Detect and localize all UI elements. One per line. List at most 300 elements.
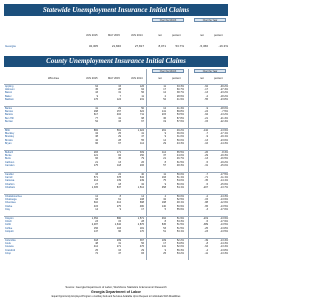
county-value: -13.8%	[220, 226, 228, 230]
county-value: 26	[141, 160, 144, 164]
county-value: 45	[118, 157, 121, 161]
county-value: -9	[205, 135, 208, 139]
county-value: -13.2%	[220, 113, 228, 117]
county-value: 215	[161, 113, 166, 117]
county-value: 206	[139, 163, 144, 167]
county-value: 9	[164, 132, 166, 136]
county-value: 25	[95, 248, 98, 252]
county-name: Chatham	[5, 185, 16, 189]
county-value: 60.7%	[176, 88, 184, 92]
county-value: 14	[95, 207, 98, 211]
county-value: -12.6%	[220, 201, 228, 205]
county-value: 16	[118, 248, 121, 252]
state-pct-year: -16.3%	[218, 44, 228, 48]
county-value: 8	[164, 160, 166, 164]
county-value: 28	[118, 138, 121, 142]
county-value: -13.7%	[220, 185, 228, 189]
county-value: 642	[139, 176, 144, 180]
county-group	[4, 216, 228, 233]
county-value: -3	[205, 207, 208, 211]
county-value: 79	[141, 157, 144, 161]
county-value: 96	[95, 141, 98, 145]
county-name: Cook	[5, 242, 11, 246]
county-value: 1,512	[137, 185, 144, 189]
county-value: -13.8%	[220, 248, 228, 252]
county-value: 41.4%	[176, 107, 184, 110]
county-value: -23.2%	[220, 91, 228, 95]
county-over-month-header: Over the Month	[152, 69, 184, 73]
county-name: Columbia	[5, 239, 16, 242]
county-row	[4, 186, 228, 189]
county-value: 28	[118, 88, 121, 92]
county-value: 41.9%	[176, 97, 184, 101]
county-value: -15.0%	[220, 163, 228, 167]
county-value: -17	[204, 88, 208, 92]
county-value: 61.5%	[176, 160, 184, 164]
header-net-year: net	[200, 34, 204, 37]
county-value: 462	[161, 217, 166, 220]
county-value: 72	[95, 251, 98, 255]
county-value: -14.1%	[220, 179, 228, 183]
county-value: -49.2%	[220, 85, 228, 88]
county-row	[4, 98, 228, 101]
county-value: -88	[204, 201, 208, 205]
county-name: Coffee	[5, 226, 13, 230]
county-value: 62	[141, 88, 144, 92]
county-value: 181	[139, 226, 144, 230]
county-value: 198	[161, 201, 166, 205]
county-name: Brantley	[5, 135, 15, 139]
state-row	[4, 44, 228, 49]
county-name: Cobb	[5, 223, 11, 227]
county-name: Baldwin	[5, 97, 14, 101]
county-name: Crisp	[5, 251, 11, 255]
county-value: 29	[141, 248, 144, 252]
county-value: 50.0%	[176, 195, 184, 198]
header-net-month: net	[158, 34, 162, 37]
county-value: -24	[204, 110, 208, 114]
county-value: 571	[93, 176, 98, 180]
county-value: 7	[119, 94, 121, 98]
county-value: 25	[118, 132, 121, 136]
county-value: 1,024	[137, 129, 144, 132]
county-value: 43.3%	[176, 141, 184, 145]
county-row	[4, 208, 228, 211]
county-value: 52	[95, 119, 98, 123]
county-value: -71	[204, 176, 208, 180]
county-value: -15	[204, 119, 208, 123]
county-value: -94	[204, 113, 208, 117]
county-value: -389	[202, 223, 208, 227]
county-value: 51.9%	[176, 217, 184, 220]
county-value: 52.2%	[176, 239, 184, 242]
county-value: 28.6%	[176, 94, 184, 98]
county-name: Charlton	[5, 182, 15, 186]
county-name: Carroll	[5, 176, 13, 180]
county-value: 25	[163, 251, 166, 255]
county-name: Ben Hill	[5, 116, 14, 120]
county-value: 48	[95, 242, 98, 246]
county-value: 141	[161, 110, 166, 114]
county-value: 112	[140, 141, 144, 145]
county-value: -14.3%	[220, 242, 228, 246]
header-may: MAY 2015	[108, 34, 120, 37]
county-value: 103	[116, 226, 121, 230]
county-value: 50	[141, 107, 144, 110]
county-value: 298	[93, 110, 98, 114]
county-value: 57	[163, 163, 166, 167]
county-name: Clinch	[5, 220, 12, 224]
county-value: -22.4%	[220, 119, 228, 123]
county-value: 2,876	[137, 223, 144, 227]
county-value: 13	[118, 160, 121, 164]
county-value: 23	[95, 220, 98, 224]
county-value: -4	[205, 248, 208, 252]
county-value: -8	[205, 242, 208, 246]
county-value: 49.2%	[176, 129, 184, 132]
county-value: -21.4%	[220, 116, 228, 120]
county-value: -13.9%	[220, 217, 228, 220]
county-value: -23	[204, 229, 208, 233]
county-header-pct-month: percent	[172, 77, 181, 80]
county-value: -5	[205, 182, 208, 186]
over-month-header: Over the Month	[152, 18, 184, 22]
state-pct-month: 53.7%	[175, 44, 184, 48]
county-value: 480	[139, 204, 144, 208]
header-pct-year: percent	[214, 34, 223, 37]
county-value: -55	[204, 97, 208, 101]
county-value: -19.3%	[220, 154, 228, 158]
county-value: 412	[93, 245, 98, 249]
county-value: 283	[93, 151, 98, 154]
county-name: Bleckley	[5, 132, 15, 136]
county-value: 17	[163, 242, 166, 246]
county-value: -15.6%	[220, 182, 228, 186]
county-value: 209	[116, 239, 121, 242]
county-value: 47	[141, 135, 144, 139]
county-value: -7.5%	[221, 110, 228, 114]
county-value: 22	[118, 173, 121, 176]
county-value: 67	[141, 119, 144, 123]
county-name: Brooks	[5, 138, 13, 142]
county-value: 21	[95, 160, 98, 164]
county-value: -7	[205, 132, 208, 136]
county-value: 698	[139, 201, 144, 205]
county-value: 882	[93, 129, 98, 132]
county-value: 47	[118, 251, 121, 255]
county-value: 66	[95, 157, 98, 161]
county-value: 51.1%	[176, 176, 184, 180]
county-value: 50.0%	[176, 173, 184, 176]
county-value: 33.3%	[176, 85, 184, 88]
county-value: 141	[161, 245, 166, 249]
county-value: 34	[95, 132, 98, 136]
county-value: -13.5%	[220, 204, 228, 208]
county-value: 139	[116, 179, 121, 183]
county-value: 51	[163, 229, 166, 233]
county-value: 1,305	[91, 185, 98, 189]
county-value: -17.6%	[220, 207, 228, 211]
county-value: 21	[163, 157, 166, 161]
county-name: Butts	[5, 157, 11, 161]
county-value: 53.3%	[176, 220, 184, 224]
county-value: 54.0%	[176, 179, 184, 183]
county-value: 52	[163, 97, 166, 101]
county-row	[4, 164, 228, 167]
county-value: -17.9%	[220, 220, 228, 224]
county-name: Crawford	[5, 248, 16, 252]
county-value: 847	[116, 185, 121, 189]
source-note: Source: Georgia Department of Labor, Workforce Statistics & Economic Research	[65, 286, 167, 289]
county-header-jun: JUN 2015	[86, 77, 98, 80]
county-value: -64	[204, 245, 208, 249]
county-value: 845	[161, 223, 166, 227]
county-value: -8.4%	[221, 151, 228, 154]
county-value: -219	[202, 217, 208, 220]
county-value: 15	[118, 220, 121, 224]
county-header-wia: WIA Area	[48, 77, 59, 80]
county-value: -5	[205, 220, 208, 224]
county-group	[4, 238, 228, 255]
county-value: -2	[205, 94, 208, 98]
county-value: 156	[93, 226, 98, 230]
county-value: -49	[204, 239, 208, 242]
county-value: 27	[95, 182, 98, 186]
county-value: -23.8%	[220, 97, 228, 101]
over-year-header: Over the Year	[194, 18, 226, 22]
county-value: -26	[204, 151, 208, 154]
county-value: 17	[141, 207, 144, 211]
county-value: -18.2%	[220, 94, 228, 98]
county-header-jun-prev: JUN 2014	[131, 77, 143, 80]
county-value: -13	[204, 138, 208, 142]
county-value: 591	[116, 129, 121, 132]
county-name: Banks	[5, 107, 12, 110]
county-value: 33	[118, 85, 121, 88]
county-value: 98	[141, 116, 144, 120]
county-value: -13.4%	[220, 245, 228, 249]
county-value: 44.0%	[176, 154, 184, 158]
county-value: 118	[117, 163, 121, 167]
county-value: 476	[139, 245, 144, 249]
state-jun-prev: 27,817	[134, 44, 144, 48]
county-value: 93	[95, 198, 98, 202]
county-value: -15	[204, 198, 208, 202]
county-header-net-month: net	[158, 77, 162, 80]
county-value: 75	[163, 179, 166, 183]
county-value: 291	[161, 129, 166, 132]
county-value: -29	[204, 154, 208, 158]
county-value: -11.1%	[220, 176, 228, 180]
county-value: 171	[116, 151, 121, 154]
county-value: 38.7%	[176, 91, 184, 95]
county-value: -23.6%	[220, 138, 228, 142]
county-value: 28	[141, 220, 144, 224]
county-value: 32	[141, 182, 144, 186]
county-value: 56	[141, 91, 144, 95]
county-name: Candler	[5, 173, 14, 176]
county-value: 32	[163, 198, 166, 202]
county-name: Bacon	[5, 91, 13, 95]
county-value: 109	[161, 239, 166, 242]
county-name: Camden	[5, 163, 15, 167]
county-value: 12	[163, 107, 166, 110]
county-value: -62	[204, 85, 208, 88]
county-header-pct-year: percent	[214, 77, 223, 80]
county-value: 87.8%	[176, 116, 184, 120]
county-value: 214	[93, 179, 98, 183]
county-row	[4, 252, 228, 255]
county-value: -5	[205, 160, 208, 164]
county-value: 9	[96, 94, 98, 98]
header-jun-prev: JUN 2014	[131, 34, 143, 37]
county-value: 367	[139, 239, 144, 242]
county-name: Burke	[5, 154, 12, 158]
equal-opportunity-note: Equal Opportunity Employer/Program • Auxiliary Aids and Services Available Upon Request to Individuals With Disabilities	[51, 295, 181, 298]
county-value: 9	[164, 135, 166, 139]
county-value: -16	[204, 141, 208, 145]
county-value: 147	[93, 229, 98, 233]
county-value: -19.1%	[220, 135, 228, 139]
county-name: Bibb	[5, 129, 11, 132]
county-name: Chattahoochee	[5, 195, 22, 198]
county-value: 33	[95, 173, 98, 176]
county-header-net-year: net	[200, 77, 204, 80]
county-value: 12	[95, 195, 98, 198]
county-value: 50.0%	[176, 138, 184, 142]
county-value: 31	[118, 91, 121, 95]
county-value: 56	[141, 242, 144, 246]
county-name: Bartow	[5, 113, 13, 117]
county-value: 55	[141, 138, 144, 142]
county-value: 40	[141, 173, 144, 176]
county-row	[4, 142, 228, 145]
county-value: -21	[204, 116, 208, 120]
county-value: 53	[163, 226, 166, 230]
county-value: 37	[163, 154, 166, 158]
county-value: -27.4%	[220, 88, 228, 92]
county-value: -13	[204, 157, 208, 161]
county-value: 54.8%	[176, 242, 184, 246]
county-value: 309	[139, 151, 144, 154]
county-value: 54.1%	[176, 185, 184, 189]
county-value: -65	[204, 204, 208, 208]
state-may: 21,846	[111, 44, 121, 48]
county-value: 96	[118, 229, 121, 233]
county-value: 42	[95, 138, 98, 142]
county-value: -19.2%	[220, 160, 228, 164]
county-name: Atkinson	[5, 88, 15, 92]
county-value: 31.0%	[176, 135, 184, 139]
county-name: Chattooga	[5, 198, 17, 202]
county-value: 112	[162, 151, 166, 154]
county-name: Coweta	[5, 245, 14, 249]
county-header-may: MAY 2015	[108, 77, 120, 80]
county-value: -13.9%	[220, 198, 228, 202]
county-value: -18.0%	[220, 107, 228, 110]
county-value: 41	[95, 107, 98, 110]
county-value: 50.9%	[176, 204, 184, 208]
county-value: -13.9%	[220, 129, 228, 132]
county-value: 271	[116, 245, 121, 249]
county-value: -142	[202, 129, 208, 132]
county-value: 275	[116, 204, 121, 208]
county-value: 415	[93, 204, 98, 208]
county-value: 150	[139, 154, 144, 158]
county-value: 18	[118, 182, 121, 186]
state-net-year: -5,366	[199, 44, 208, 48]
county-name: Clayton	[5, 217, 14, 220]
county-value: 617	[93, 113, 98, 117]
county-value: 29	[118, 107, 121, 110]
county-value: -25	[204, 226, 208, 230]
county-value: -13.4%	[220, 239, 228, 242]
header-pct-month: percent	[172, 34, 181, 37]
county-value: 711	[140, 113, 144, 117]
county-name: Bryan	[5, 141, 12, 145]
county-value: 1,642	[114, 223, 121, 227]
county-value: 41	[118, 116, 121, 120]
county-value: 50.0%	[176, 182, 184, 186]
county-value: 41	[141, 132, 144, 136]
county-value: 318	[93, 239, 98, 242]
department-name: Georgia Department of Labor	[91, 290, 141, 294]
county-value: 51.5%	[176, 223, 184, 227]
county-value: 8	[119, 195, 121, 198]
county-group	[4, 128, 228, 145]
county-value: 52.5%	[176, 198, 184, 202]
county-value: 9	[164, 248, 166, 252]
county-name: Appling	[5, 85, 14, 88]
county-value: 402	[116, 113, 121, 117]
county-value: 89.8%	[176, 110, 184, 114]
county-value: 65.5%	[176, 151, 184, 154]
county-value: 170	[139, 229, 144, 233]
county-value: 322	[139, 110, 144, 114]
county-value: 9	[119, 207, 121, 211]
county-value: -14.3%	[220, 195, 228, 198]
county-name: Catoosa	[5, 179, 15, 183]
county-name: Baker	[5, 94, 12, 98]
county-group	[4, 194, 228, 211]
county-value: -2	[205, 195, 208, 198]
county-group	[4, 106, 228, 123]
county-name: Colquitt	[5, 229, 14, 233]
county-name: Bulloch	[5, 151, 14, 154]
header-jun: JUN 2015	[86, 34, 98, 37]
county-value: 51.5%	[176, 226, 184, 230]
county-value: 11	[141, 94, 144, 98]
county-value: 61	[118, 198, 121, 202]
county-value: 249	[139, 179, 144, 183]
county-value: 890	[116, 217, 121, 220]
county-value: 56.3%	[176, 248, 184, 252]
county-value: -35	[204, 179, 208, 183]
county-value: 53.2%	[176, 251, 184, 255]
county-value: 2	[164, 94, 166, 98]
state-name: Georgia	[5, 44, 16, 48]
county-row	[4, 120, 228, 123]
county-value: -9	[205, 107, 208, 110]
county-name: Calhoun	[5, 160, 15, 164]
county-value: 17	[163, 88, 166, 92]
county-name: Berrien	[5, 119, 14, 123]
county-value: 14	[141, 195, 144, 198]
county-value: 11	[163, 173, 166, 176]
county-value: 12	[163, 91, 166, 95]
county-value: 48.1%	[176, 201, 184, 205]
county-value: -14.3%	[220, 141, 228, 145]
